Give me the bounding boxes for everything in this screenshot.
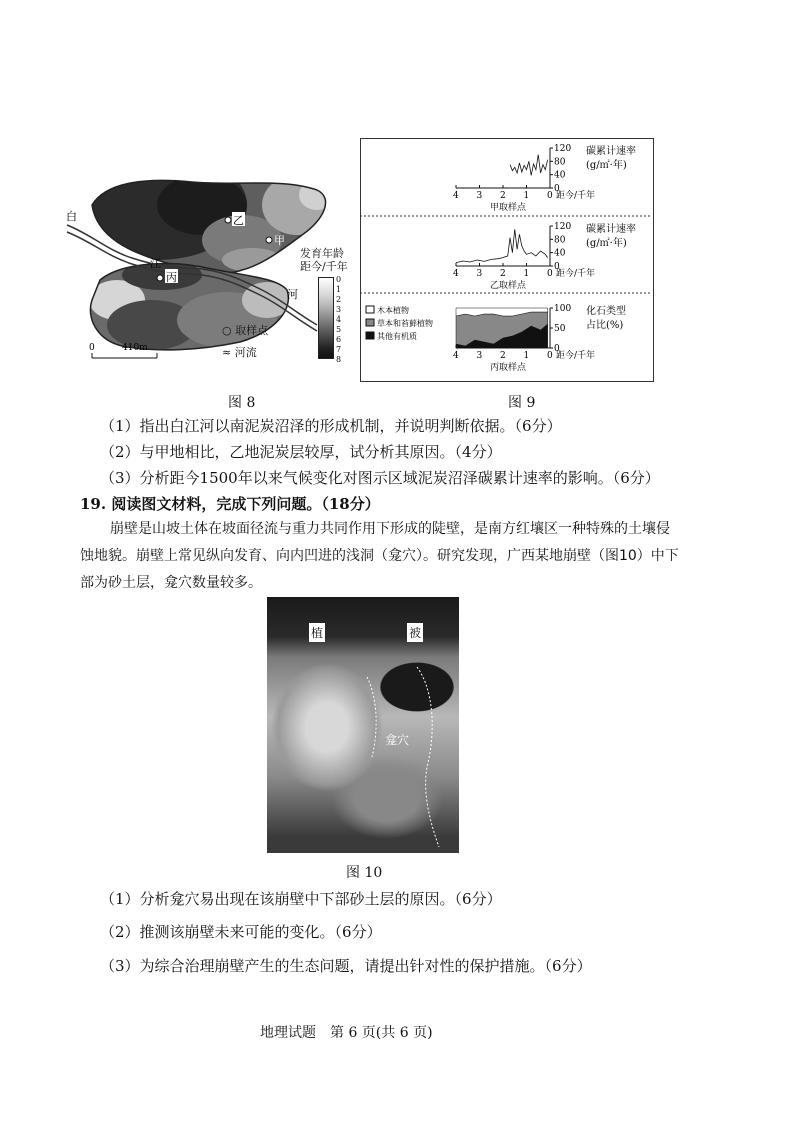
y-tick-label: 0 <box>554 184 560 194</box>
legend-sample-point-label: 取样点 <box>235 324 269 337</box>
label-river-he: 河 <box>287 288 298 301</box>
y-label-1: 化石类型 <box>586 306 626 317</box>
panel-xlabel: 丙取样点 <box>490 363 527 373</box>
legend-title-age: 发育年龄 <box>300 247 344 260</box>
legend-entry: 木本植物 <box>377 306 409 315</box>
series-line <box>510 155 548 176</box>
panel-xlabel: 乙取样点 <box>490 281 527 291</box>
x-tick-label: 1 <box>523 191 530 201</box>
panel-b <box>453 222 636 291</box>
label-river-bai: 白 <box>66 210 77 223</box>
x-tick-label: 3 <box>476 351 483 361</box>
y-label-1: 碳累计速率 <box>586 146 636 157</box>
q19-title: 19. 阅读图文材料，完成下列问题。（18分） <box>80 495 380 513</box>
x-tick-label: 1 <box>523 269 530 279</box>
x-tick-label: 4 <box>453 269 459 279</box>
label-river-jiang: 江 <box>150 257 161 270</box>
legend-value: 1 <box>336 285 342 294</box>
sample-point-icon: ○ <box>222 324 232 337</box>
legend-value: 8 <box>336 355 342 364</box>
legend-value: 4 <box>336 315 342 324</box>
y-label-2: (g/㎡·年) <box>586 160 627 171</box>
photo-label-kan: 龛穴 <box>385 733 410 747</box>
y-tick-label: 40 <box>554 248 566 259</box>
legend-value: 7 <box>336 345 342 354</box>
y-label-2: 占比(%) <box>586 320 624 331</box>
x-tick-label: 4 <box>453 351 459 361</box>
fig8-caption: 图 8 <box>228 395 256 411</box>
legend-entry: 草本和苔藓植物 <box>377 319 433 328</box>
sample-point-bing <box>157 275 163 281</box>
page-footer: 地理试题 第 6 页(共 6 页) <box>260 1025 433 1041</box>
photo-label-bei: 被 <box>407 623 423 642</box>
legend-swatch <box>366 332 374 339</box>
x-tick-label: 0 <box>547 351 553 361</box>
legend-value: 5 <box>336 325 342 334</box>
legend-colorbar <box>318 277 334 359</box>
panel-c <box>366 304 626 373</box>
y-tick-label: 40 <box>554 170 566 181</box>
label-bing: 丙 <box>166 271 177 284</box>
panel-a <box>453 144 636 213</box>
x-axis-label: 距今/千年 <box>556 269 596 279</box>
x-tick-label: 3 <box>476 191 483 201</box>
legend-river <box>222 344 257 360</box>
y-label-1: 碳累计速率 <box>586 224 636 235</box>
label-jia: 甲 <box>274 234 285 247</box>
legend-value: 6 <box>336 335 342 344</box>
niche-outlines <box>267 597 459 853</box>
figure-9-charts <box>360 138 652 380</box>
x-axis-label: 距今/千年 <box>556 351 596 361</box>
y-tick-label: 120 <box>554 222 572 232</box>
q19-item-3: （3）为综合治理崩壁产生的生态问题，请提出针对性的保护措施。（6分） <box>100 957 592 975</box>
legend-entry: 其他有机质 <box>377 332 417 341</box>
x-tick-label: 2 <box>500 351 506 361</box>
x-tick-label: 0 <box>547 191 553 201</box>
q19-item-2: （2）推测该崩壁未来可能的变化。（6分） <box>100 923 382 941</box>
scale-distance: 410m <box>122 343 148 353</box>
sample-point-yi <box>225 217 231 223</box>
q18-item-1: （1）指出白江河以南泥炭沼泽的形成机制，并说明判断依据。（6分） <box>100 417 562 435</box>
y-tick-label: 100 <box>554 304 572 314</box>
legend-title-unit: 距今/千年 <box>300 260 348 273</box>
y-tick-label: 0 <box>554 344 560 354</box>
y-tick-label: 0 <box>554 262 560 272</box>
y-tick-label: 50 <box>554 324 566 334</box>
x-tick-label: 1 <box>523 351 530 361</box>
fig10-caption: 图 10 <box>346 865 383 881</box>
legend-value: 3 <box>336 305 342 314</box>
y-tick-label: 120 <box>554 144 572 154</box>
label-yi: 乙 <box>233 214 244 227</box>
sample-point-jia <box>266 237 272 243</box>
x-tick-label: 3 <box>476 269 483 279</box>
legend-value: 2 <box>336 295 342 304</box>
x-tick-label: 4 <box>453 191 459 201</box>
q18-item-3: （3）分析距今1500年以来气候变化对图示区域泥炭沼泽碳累计速率的影响。（6分） <box>100 469 660 487</box>
legend-sample-point <box>222 322 268 338</box>
legend-river-label: 河流 <box>234 346 257 359</box>
photo-label-zhi: 植 <box>309 623 325 642</box>
y-label-2: (g/㎡·年) <box>586 238 627 249</box>
y-tick-label: 80 <box>554 157 566 168</box>
legend-values <box>336 275 341 365</box>
legend-swatch <box>366 319 374 326</box>
x-tick-label: 2 <box>500 191 506 201</box>
series-line <box>456 229 548 262</box>
panel-xlabel: 甲取样点 <box>490 203 527 213</box>
x-tick-label: 0 <box>547 269 553 279</box>
x-tick-label: 2 <box>500 269 506 279</box>
y-tick-label: 80 <box>554 235 566 246</box>
x-axis-label: 距今/千年 <box>556 191 596 201</box>
legend-value: 0 <box>336 275 342 284</box>
figure-10-photo <box>267 597 459 853</box>
river-icon: ≈ <box>222 346 232 359</box>
scale-zero: 0 <box>89 343 95 353</box>
legend-swatch <box>366 306 374 313</box>
q19-material: 崩壁是山坡土体在坡面径流与重力共同作用下形成的陡壁，是南方红壤区一种特殊的土壤侵蚀地貌。崩壁上常见纵向发育、向内凹进的浅洞（龛穴）。研究发现，广西某地崩壁（图10）中下部为砂土层，龛穴数量较多。 <box>80 521 679 591</box>
q18-item-2: （2）与甲地相比，乙地泥炭层较厚，试分析其原因。（4分） <box>100 443 502 461</box>
fig9-caption: 图 9 <box>508 395 536 411</box>
q19-item-1: （1）分析龛穴易出现在该崩壁中下部砂土层的原因。（6分） <box>100 890 502 908</box>
